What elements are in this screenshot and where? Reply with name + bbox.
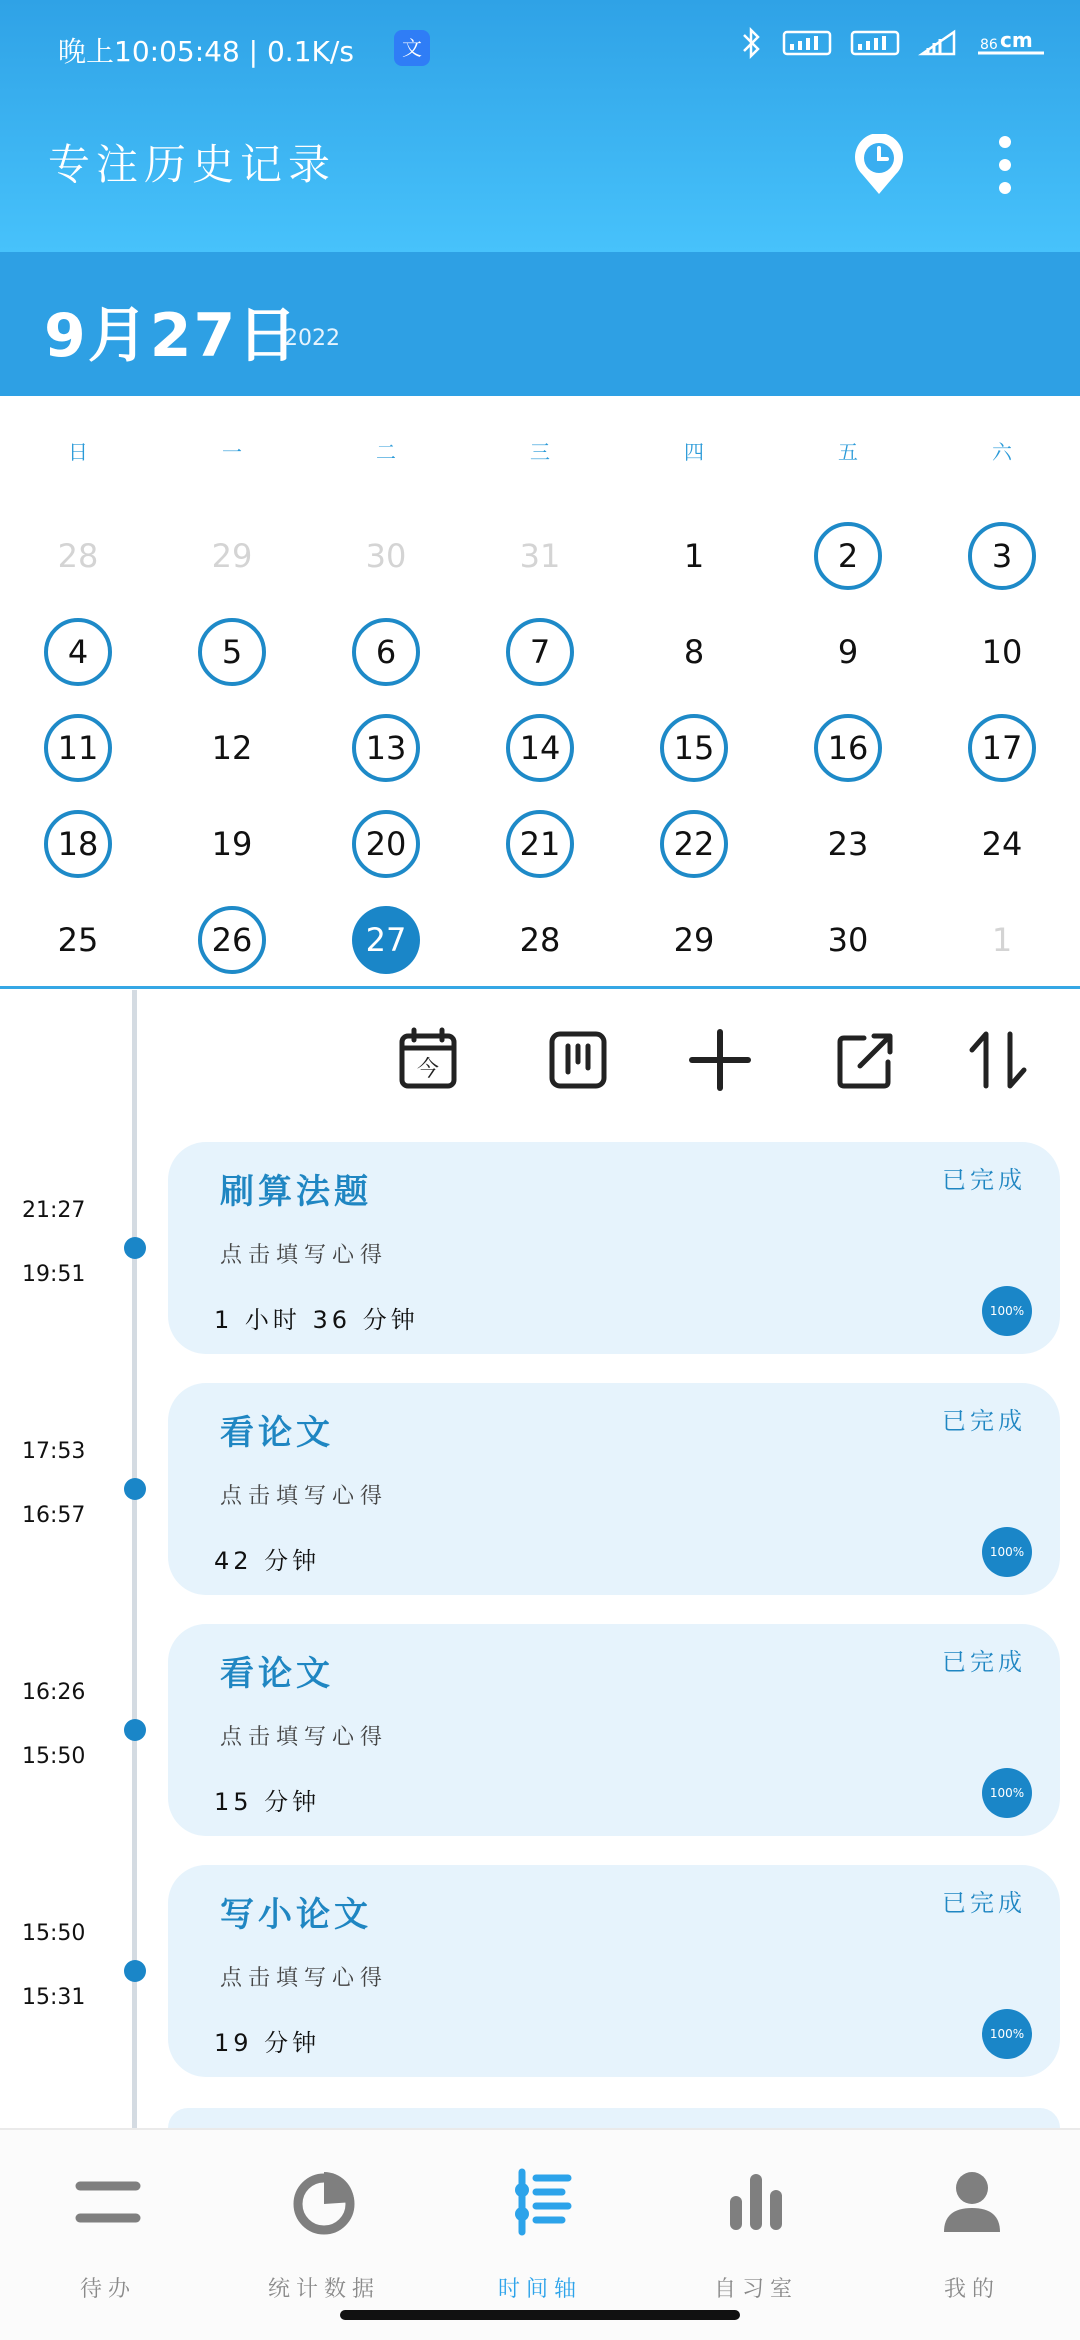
calendar-day[interactable] [1, 508, 155, 604]
record-note-link[interactable]: 点击填写心得 [220, 1484, 389, 1509]
nav-label: 自习室 [713, 2277, 798, 2302]
nav-label: 时间轴 [497, 2277, 582, 2302]
calendar-day-number: 19 [211, 825, 253, 863]
weekday-label: 日 [68, 440, 88, 464]
calendar-day[interactable] [771, 892, 925, 988]
calendar-day-number: 11 [57, 729, 99, 767]
calendar-day[interactable] [617, 508, 771, 604]
calendar-day-number: 16 [827, 729, 869, 767]
calendar-day-number: 7 [529, 633, 551, 671]
record-progress-badge: 100% [982, 1527, 1032, 1577]
calendar-day-number: 20 [365, 825, 407, 863]
record-card[interactable] [168, 1624, 1060, 1836]
record-start-time: 19:51 [22, 1262, 86, 1287]
calendar-day-number: 31 [519, 537, 561, 575]
record-progress-badge: 100% [982, 2009, 1032, 2059]
record-note-link[interactable]: 点击填写心得 [220, 1243, 389, 1268]
calendar-day-number: 4 [67, 633, 89, 671]
calendar-day-number: 30 [365, 537, 407, 575]
record-title: 看论文 [220, 1654, 334, 1694]
calendar-day[interactable] [771, 796, 925, 892]
sort-icon[interactable] [962, 1024, 1034, 1096]
calendar-day-selected[interactable] [309, 892, 463, 988]
calendar-day[interactable] [771, 700, 925, 796]
nav-item-timeline[interactable] [432, 2150, 648, 2300]
record-end-time: 21:27 [22, 1198, 86, 1223]
calendar-day-number: 15 [673, 729, 715, 767]
more-vert-icon[interactable] [990, 132, 1020, 198]
calendar-day-number: 27 [365, 921, 407, 959]
calendar-day[interactable] [463, 508, 617, 604]
kanban-board-icon[interactable] [542, 1024, 614, 1096]
calendar-day-number: 26 [211, 921, 253, 959]
selected-date: 9月27日 [44, 301, 300, 371]
calendar-day-number: 29 [211, 537, 253, 575]
calendar-day[interactable] [309, 796, 463, 892]
nav-label: 我的 [943, 2277, 1000, 2302]
battery-icon [976, 27, 1046, 59]
bar-chart-icon [722, 2168, 790, 2236]
calendar-day[interactable] [463, 796, 617, 892]
person-icon [938, 2168, 1006, 2236]
pie-chart-icon [290, 2168, 358, 2236]
calendar-day[interactable] [1, 796, 155, 892]
nav-label: 待办 [79, 2277, 136, 2302]
history-location-icon[interactable] [852, 134, 906, 196]
calendar-day[interactable] [925, 892, 1079, 988]
calendar-day-number: 6 [375, 633, 397, 671]
calendar-day[interactable] [155, 796, 309, 892]
menu-icon [74, 2168, 142, 2236]
calendar-day[interactable] [617, 604, 771, 700]
weekday-label: 四 [684, 440, 704, 464]
calendar-day[interactable] [1, 700, 155, 796]
record-duration: 42 分钟 [214, 1547, 321, 1575]
selected-year: 2022 [284, 326, 340, 351]
record-status: 已完成 [942, 1889, 1026, 1917]
today-calendar-icon[interactable] [392, 1024, 464, 1096]
calendar-divider [0, 986, 1080, 989]
svg-text:cm: cm [1000, 28, 1033, 52]
record-status: 已完成 [942, 1648, 1026, 1676]
calendar-day[interactable] [925, 700, 1079, 796]
calendar-day[interactable] [309, 604, 463, 700]
record-progress-badge: 100% [982, 1286, 1032, 1336]
status-icons [740, 26, 1046, 60]
wifi-icon [918, 28, 958, 58]
nav-item-pie-chart[interactable] [216, 2150, 432, 2300]
nav-label: 统计数据 [267, 2277, 380, 2302]
record-duration: 1 小时 36 分钟 [214, 1306, 419, 1334]
weekday-label: 五 [838, 440, 858, 464]
record-title: 看论文 [220, 1413, 334, 1453]
timeline-dot [124, 1478, 146, 1500]
record-card[interactable] [168, 1865, 1060, 2077]
calendar-day[interactable] [1, 604, 155, 700]
status-bar [0, 0, 1080, 96]
home-indicator [340, 2310, 740, 2320]
record-start-time: 15:31 [22, 1985, 86, 2010]
calendar-day-number: 3 [991, 537, 1013, 575]
calendar-day[interactable] [925, 796, 1079, 892]
timeline-icon [506, 2168, 574, 2236]
timeline-dot [124, 1719, 146, 1741]
calendar-day-number: 5 [221, 633, 243, 671]
nav-item-menu[interactable] [0, 2150, 216, 2300]
calendar-day-number: 14 [519, 729, 561, 767]
calendar-day[interactable] [771, 604, 925, 700]
timeline-axis [132, 990, 137, 2130]
calendar-day-number: 25 [57, 921, 99, 959]
record-progress-badge: 100% [982, 1768, 1032, 1818]
calendar-day-number: 21 [519, 825, 561, 863]
record-status: 已完成 [942, 1166, 1026, 1194]
timeline-dot [124, 1237, 146, 1259]
record-start-time: 16:57 [22, 1503, 86, 1528]
calendar-day-number: 30 [827, 921, 869, 959]
calendar-day[interactable] [617, 700, 771, 796]
record-start-time: 15:50 [22, 1744, 86, 1769]
calendar-day-number: 23 [827, 825, 869, 863]
calendar-day[interactable] [617, 892, 771, 988]
nav-item-person[interactable] [864, 2150, 1080, 2300]
calendar-day-number: 18 [57, 825, 99, 863]
calendar-day[interactable] [771, 508, 925, 604]
record-status: 已完成 [942, 1407, 1026, 1435]
calendar-day-number: 1 [683, 537, 705, 575]
record-end-time: 16:26 [22, 1680, 86, 1705]
calendar-day[interactable] [925, 604, 1079, 700]
record-note-link[interactable]: 点击填写心得 [220, 1966, 389, 1991]
calendar-day[interactable] [309, 508, 463, 604]
calendar-day-number: 22 [673, 825, 715, 863]
calendar-day[interactable] [155, 508, 309, 604]
calendar-day-number: 9 [837, 633, 859, 671]
record-end-time: 17:53 [22, 1439, 86, 1464]
translate-app-icon: 文 [394, 30, 430, 66]
calendar-day[interactable] [925, 508, 1079, 604]
calendar-day[interactable] [617, 796, 771, 892]
calendar-day[interactable] [155, 700, 309, 796]
app-header [0, 0, 1080, 252]
calendar-day-number: 12 [211, 729, 253, 767]
calendar-day[interactable] [309, 700, 463, 796]
timeline-dot [124, 1960, 146, 1982]
record-duration: 19 分钟 [214, 2029, 321, 2057]
hd-signal-icon-2 [850, 28, 900, 58]
record-note-link[interactable]: 点击填写心得 [220, 1725, 389, 1750]
weekday-label: 六 [992, 440, 1012, 464]
calendar-day[interactable] [155, 604, 309, 700]
battery-text: 86 [980, 37, 998, 53]
calendar-day-number: 24 [981, 825, 1023, 863]
calendar-day-number: 13 [365, 729, 407, 767]
weekday-label: 三 [530, 440, 550, 464]
weekday-label: 二 [376, 440, 396, 464]
record-card[interactable] [168, 1142, 1060, 1354]
calendar-day-number: 28 [519, 921, 561, 959]
hd-signal-icon [782, 28, 832, 58]
share-export-icon[interactable] [830, 1024, 902, 1096]
record-title: 刷算法题 [220, 1172, 372, 1212]
page-title: 专注历史记录 [48, 140, 337, 189]
record-duration: 15 分钟 [214, 1788, 321, 1816]
record-end-time: 15:50 [22, 1921, 86, 1946]
calendar-day[interactable] [463, 604, 617, 700]
calendar-day[interactable] [463, 700, 617, 796]
record-title: 写小论文 [220, 1895, 372, 1935]
calendar-day-number: 17 [981, 729, 1023, 767]
bluetooth-icon [740, 26, 764, 60]
nav-item-bar-chart[interactable] [648, 2150, 864, 2300]
calendar-day[interactable] [155, 892, 309, 988]
calendar-day-number: 10 [981, 633, 1023, 671]
calendar-day-number: 2 [837, 537, 859, 575]
add-icon[interactable] [684, 1024, 756, 1096]
calendar-day[interactable] [1, 892, 155, 988]
today-char: 今 [416, 1057, 440, 1082]
status-time: 晚上10:05:48 | 0.1K/s [58, 35, 354, 68]
record-card[interactable] [168, 1383, 1060, 1595]
bottom-navigation [0, 2128, 1080, 2340]
weekday-label: 一 [222, 440, 242, 464]
calendar-day-number: 29 [673, 921, 715, 959]
calendar-day-number: 8 [683, 633, 705, 671]
calendar-day-number: 1 [991, 921, 1013, 959]
calendar-day[interactable] [463, 892, 617, 988]
calendar-day-number: 28 [57, 537, 99, 575]
